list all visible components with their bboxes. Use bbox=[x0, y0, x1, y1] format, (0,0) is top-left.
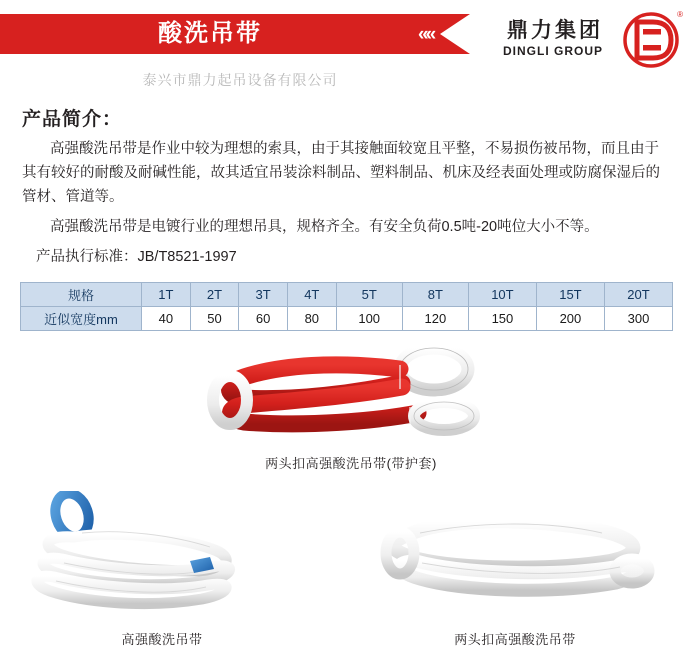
table-header-cell-2: 2T bbox=[190, 283, 239, 307]
specification-table bbox=[20, 282, 673, 331]
double-chevron-left-icon: «« bbox=[418, 24, 434, 45]
table-header-cell-1: 1T bbox=[142, 283, 191, 307]
table-header-cell-6: 8T bbox=[402, 283, 468, 307]
page-title: 酸洗吊带 bbox=[158, 20, 262, 47]
table-cell-4: 80 bbox=[287, 307, 336, 331]
table-cell-5: 100 bbox=[336, 307, 402, 331]
table-cell-2: 50 bbox=[190, 307, 239, 331]
product-intro-heading: 产品简介： bbox=[22, 109, 123, 130]
registered-trademark-icon: ® bbox=[677, 10, 683, 19]
table-cell-3: 60 bbox=[239, 307, 288, 331]
product-images bbox=[0, 341, 693, 651]
product-intro-paragraph-1: 高强酸洗吊带是作业中较为理想的索具，由于其接触面较宽且平整，不易损伤被吊物，而且由于其有较好的耐酸及耐碱性能，故其适宜吊装涂料制品、塑料制品、机床及经表面处理或防腐保湿后的管材、管道等。 bbox=[22, 141, 660, 205]
table-header-cell-7: 10T bbox=[468, 283, 536, 307]
brand-name-cn: 鼎力集团 bbox=[507, 19, 603, 42]
table-header-cell-3: 3T bbox=[239, 283, 288, 307]
product-intro-paragraph-2: 高强酸洗吊带是电镀行业的理想吊具，规格齐全。有安全负荷0.5吨-20吨位大小不等。 bbox=[50, 219, 599, 235]
brand-block bbox=[453, 12, 683, 68]
table-header-cell-0: 规格 bbox=[21, 283, 142, 307]
table-header-cell-5: 5T bbox=[336, 283, 402, 307]
product-photo-white-loop-sling bbox=[370, 491, 670, 621]
product-photo-red-white-sling bbox=[186, 343, 516, 448]
product-standard-text: 产品执行标准：JB/T8521-1997 bbox=[36, 249, 237, 265]
table-cell-7: 150 bbox=[468, 307, 536, 331]
product-photo-caption-3: 两头扣高强酸洗吊带 bbox=[454, 632, 576, 647]
product-photo-coiled-sling bbox=[22, 491, 302, 621]
table-cell-1: 40 bbox=[142, 307, 191, 331]
table-header-row bbox=[21, 283, 673, 307]
table-row-label: 近似宽度mm bbox=[21, 307, 142, 331]
brand-name-en: DINGLI GROUP bbox=[502, 44, 603, 58]
table-header-cell-4: 4T bbox=[287, 283, 336, 307]
table-cell-9: 300 bbox=[604, 307, 672, 331]
content-area bbox=[0, 104, 693, 651]
product-photo-caption-2: 高强酸洗吊带 bbox=[121, 632, 203, 647]
product-photo-caption-1: 两头扣高强酸洗吊带(带护套) bbox=[265, 456, 437, 471]
table-header-cell-8: 15T bbox=[536, 283, 604, 307]
table-cell-8: 200 bbox=[536, 307, 604, 331]
table-cell-6: 120 bbox=[402, 307, 468, 331]
table-header-cell-9: 20T bbox=[604, 283, 672, 307]
table-row bbox=[21, 307, 673, 331]
page-header bbox=[0, 0, 693, 88]
dingli-logo-icon bbox=[621, 12, 683, 68]
company-name: 泰兴市鼎力起吊设备有限公司 bbox=[142, 72, 338, 88]
